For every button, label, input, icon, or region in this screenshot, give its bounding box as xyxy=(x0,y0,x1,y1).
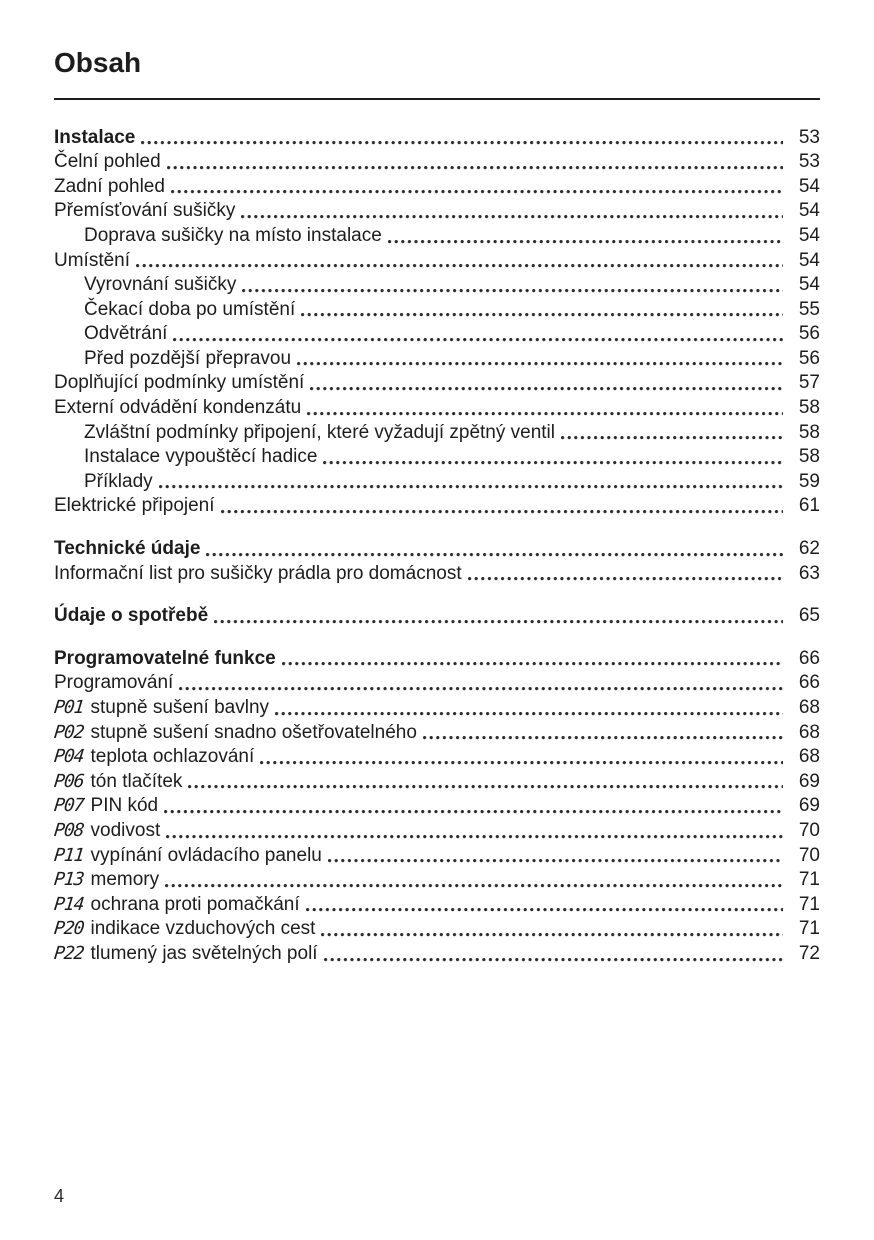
dot-leader xyxy=(166,819,783,844)
dot-leader xyxy=(324,942,783,967)
toc-entry-label xyxy=(54,562,462,587)
toc-page-number: 70 xyxy=(798,819,820,841)
toc-entry-label xyxy=(84,347,291,372)
toc-page-number: 69 xyxy=(798,795,820,817)
page-title: Obsah xyxy=(54,47,142,78)
toc-entry-label xyxy=(54,696,269,721)
toc-row xyxy=(54,396,820,421)
toc-page-number: 54 xyxy=(798,200,820,222)
toc-entry-text: Zadní pohled xyxy=(54,175,165,197)
dot-leader xyxy=(136,249,783,274)
toc-page-number: 54 xyxy=(798,224,820,246)
toc-program-code: P08 xyxy=(52,819,85,841)
toc-page-number: 54 xyxy=(798,249,820,271)
toc-row xyxy=(54,917,820,942)
toc-entry-text: Programovatelné funkce xyxy=(54,647,276,669)
toc-entry-text: Údaje o spotřebě xyxy=(54,605,209,627)
dot-leader xyxy=(297,347,783,372)
toc-entry-text: Externí odvádění kondenzátu xyxy=(54,397,302,419)
toc-entry-text: Před pozdější přepravou xyxy=(84,347,292,369)
toc-row xyxy=(54,371,820,396)
toc-row xyxy=(54,604,820,629)
toc-entry-label xyxy=(54,745,254,770)
toc-row xyxy=(54,696,820,721)
toc-row xyxy=(54,494,820,519)
toc-entry-label xyxy=(54,942,318,967)
toc-page-number: 53 xyxy=(798,151,820,173)
toc-row xyxy=(54,942,820,967)
toc-page-number: 68 xyxy=(798,746,820,768)
toc-entry-text: teplota ochlazování xyxy=(90,746,255,768)
toc-row xyxy=(54,421,820,446)
toc-row xyxy=(54,150,820,175)
toc-row xyxy=(54,470,820,495)
toc-entry-text: stupně sušení snadno ošetřovatelného xyxy=(90,721,417,743)
toc-row xyxy=(54,770,820,795)
toc-entry-label xyxy=(54,249,130,274)
dot-leader xyxy=(173,322,783,347)
toc-entry-text: Elektrické připojení xyxy=(54,495,215,517)
dot-leader xyxy=(164,794,783,819)
toc-row xyxy=(54,298,820,323)
toc-entry-label xyxy=(84,224,382,249)
toc-row xyxy=(54,868,820,893)
table-of-contents xyxy=(54,126,820,967)
title-divider xyxy=(54,98,820,100)
toc-page-number: 58 xyxy=(798,397,820,419)
dot-leader xyxy=(275,696,783,721)
toc-entry-label xyxy=(84,273,236,298)
toc-row xyxy=(54,562,820,587)
dot-leader xyxy=(328,844,783,869)
toc-entry-text: indikace vzduchových cest xyxy=(90,918,316,940)
toc-entry-text: Umístění xyxy=(54,249,131,271)
toc-row xyxy=(54,199,820,224)
toc-entry-label xyxy=(54,604,208,629)
toc-entry-label xyxy=(54,126,135,151)
toc-program-code: P20 xyxy=(52,918,85,940)
toc-page-number: 66 xyxy=(798,672,820,694)
toc-entry-label xyxy=(84,322,167,347)
dot-leader xyxy=(159,470,783,495)
toc-entry-text: Informační list pro sušičky prádla pro domácnost xyxy=(54,562,462,584)
toc-entry-label xyxy=(54,175,165,200)
dot-leader xyxy=(301,298,783,323)
toc-row xyxy=(54,647,820,672)
toc-entry-text: Čelní pohled xyxy=(54,151,161,173)
toc-page-number: 71 xyxy=(798,869,820,891)
toc-page-number: 68 xyxy=(798,721,820,743)
toc-row xyxy=(54,175,820,200)
toc-entry-text: Programování xyxy=(54,672,174,694)
toc-program-code: P06 xyxy=(52,770,85,792)
toc-page-number: 71 xyxy=(798,893,820,915)
toc-entry-label xyxy=(84,445,317,470)
toc-entry-label xyxy=(54,396,301,421)
toc-entry-label xyxy=(54,917,315,942)
toc-entry-label xyxy=(54,893,300,918)
toc-page-number: 71 xyxy=(798,918,820,940)
toc-entry-text: Čekací doba po umístění xyxy=(84,298,296,320)
toc-page-number: 62 xyxy=(798,538,820,560)
toc-page-number: 66 xyxy=(798,647,820,669)
toc-entry-text: Vyrovnání sušičky xyxy=(84,274,237,296)
toc-row xyxy=(54,794,820,819)
toc-row xyxy=(54,249,820,274)
toc-entry-text: Odvětrání xyxy=(84,323,168,345)
toc-page-number: 61 xyxy=(798,495,820,517)
toc-page-number: 58 xyxy=(798,421,820,443)
toc-entry-text: Zvláštní podmínky připojení, které vyžadují zpětný ventil xyxy=(84,421,556,443)
toc-entry-label xyxy=(84,470,153,495)
toc-entry-label xyxy=(54,494,215,519)
dot-leader xyxy=(306,893,783,918)
toc-entry-text: Doprava sušičky na místo instalace xyxy=(84,224,382,246)
toc-page-number: 56 xyxy=(798,323,820,345)
toc-page-number: 72 xyxy=(798,942,820,964)
toc-program-code: P22 xyxy=(52,942,85,964)
dot-leader xyxy=(321,917,783,942)
toc-page-number: 65 xyxy=(798,605,820,627)
toc-page-number: 58 xyxy=(798,446,820,468)
toc-program-code: P13 xyxy=(52,869,85,891)
toc-page-number: 57 xyxy=(798,372,820,394)
toc-row xyxy=(54,819,820,844)
toc-page-number: 59 xyxy=(798,470,820,492)
dot-leader xyxy=(260,745,783,770)
toc-page-number: 70 xyxy=(798,844,820,866)
toc-entry-label xyxy=(54,794,158,819)
toc-entry-text: memory xyxy=(90,869,160,891)
toc-entry-label xyxy=(54,647,276,672)
dot-leader xyxy=(165,868,783,893)
dot-leader xyxy=(307,396,783,421)
toc-row xyxy=(54,224,820,249)
toc-program-code: P11 xyxy=(52,844,85,866)
toc-row xyxy=(54,126,820,151)
dot-leader xyxy=(242,273,783,298)
toc-row xyxy=(54,322,820,347)
content-area xyxy=(54,0,820,967)
toc-page-number: 63 xyxy=(798,562,820,584)
dot-leader xyxy=(214,604,783,629)
toc-entry-text: vodivost xyxy=(90,819,161,841)
toc-entry-label xyxy=(54,199,235,224)
toc-page-number: 69 xyxy=(798,770,820,792)
dot-leader xyxy=(206,537,783,562)
toc-page-number: 68 xyxy=(798,697,820,719)
toc-entry-label xyxy=(54,721,417,746)
toc-row xyxy=(54,273,820,298)
toc-program-code: P14 xyxy=(52,893,85,915)
dot-leader xyxy=(423,721,783,746)
toc-entry-label xyxy=(54,844,322,869)
toc-entry-text: Doplňující podmínky umístění xyxy=(54,372,305,394)
toc-program-code: P04 xyxy=(52,746,85,768)
toc-row xyxy=(54,745,820,770)
toc-entry-text: PIN kód xyxy=(90,795,159,817)
toc-entry-label xyxy=(54,868,159,893)
toc-row xyxy=(54,721,820,746)
toc-row xyxy=(54,671,820,696)
dot-leader xyxy=(310,371,783,396)
dot-leader xyxy=(221,494,783,519)
toc-entry-text: Instalace vypouštěcí hadice xyxy=(84,446,318,468)
toc-entry-text: Technické údaje xyxy=(54,538,201,560)
dot-leader xyxy=(188,770,783,795)
toc-page-number: 54 xyxy=(798,175,820,197)
dot-leader xyxy=(171,175,783,200)
toc-program-code: P07 xyxy=(52,795,85,817)
toc-row xyxy=(54,347,820,372)
toc-entry-label xyxy=(84,421,555,446)
dot-leader xyxy=(323,445,783,470)
toc-entry-label xyxy=(54,819,160,844)
footer-page-number: 4 xyxy=(54,1186,65,1206)
dot-leader xyxy=(468,562,783,587)
dot-leader xyxy=(241,199,783,224)
toc-entry-label xyxy=(54,671,173,696)
dot-leader xyxy=(167,150,783,175)
toc-page-number: 55 xyxy=(798,298,820,320)
toc-entry-text: Příklady xyxy=(84,470,153,492)
toc-entry-label xyxy=(54,371,304,396)
toc-entry-text: vypínání ovládacího panelu xyxy=(90,844,322,866)
toc-entry-label xyxy=(54,537,200,562)
toc-entry-text: tón tlačítek xyxy=(90,770,183,792)
dot-leader xyxy=(561,421,783,446)
toc-entry-text: tlumený jas světelných polí xyxy=(90,942,318,964)
dot-leader xyxy=(282,647,783,672)
toc-row xyxy=(54,893,820,918)
toc-entry-label xyxy=(84,298,295,323)
toc-page-number: 54 xyxy=(798,274,820,296)
toc-program-code: P02 xyxy=(52,721,85,743)
toc-row xyxy=(54,445,820,470)
toc-entry-text: Instalace xyxy=(54,126,136,148)
dot-leader xyxy=(141,126,783,151)
toc-row xyxy=(54,537,820,562)
toc-entry-text: ochrana proti pomačkání xyxy=(90,893,300,915)
toc-program-code: P01 xyxy=(52,697,85,719)
toc-row xyxy=(54,844,820,869)
toc-page-number: 53 xyxy=(798,126,820,148)
toc-page-number: 56 xyxy=(798,347,820,369)
toc-entry-label xyxy=(54,150,161,175)
toc-entry-text: Přemísťování sušičky xyxy=(54,200,236,222)
toc-entry-text: stupně sušení bavlny xyxy=(90,697,270,719)
dot-leader xyxy=(179,671,783,696)
toc-entry-label xyxy=(54,770,182,795)
dot-leader xyxy=(388,224,783,249)
